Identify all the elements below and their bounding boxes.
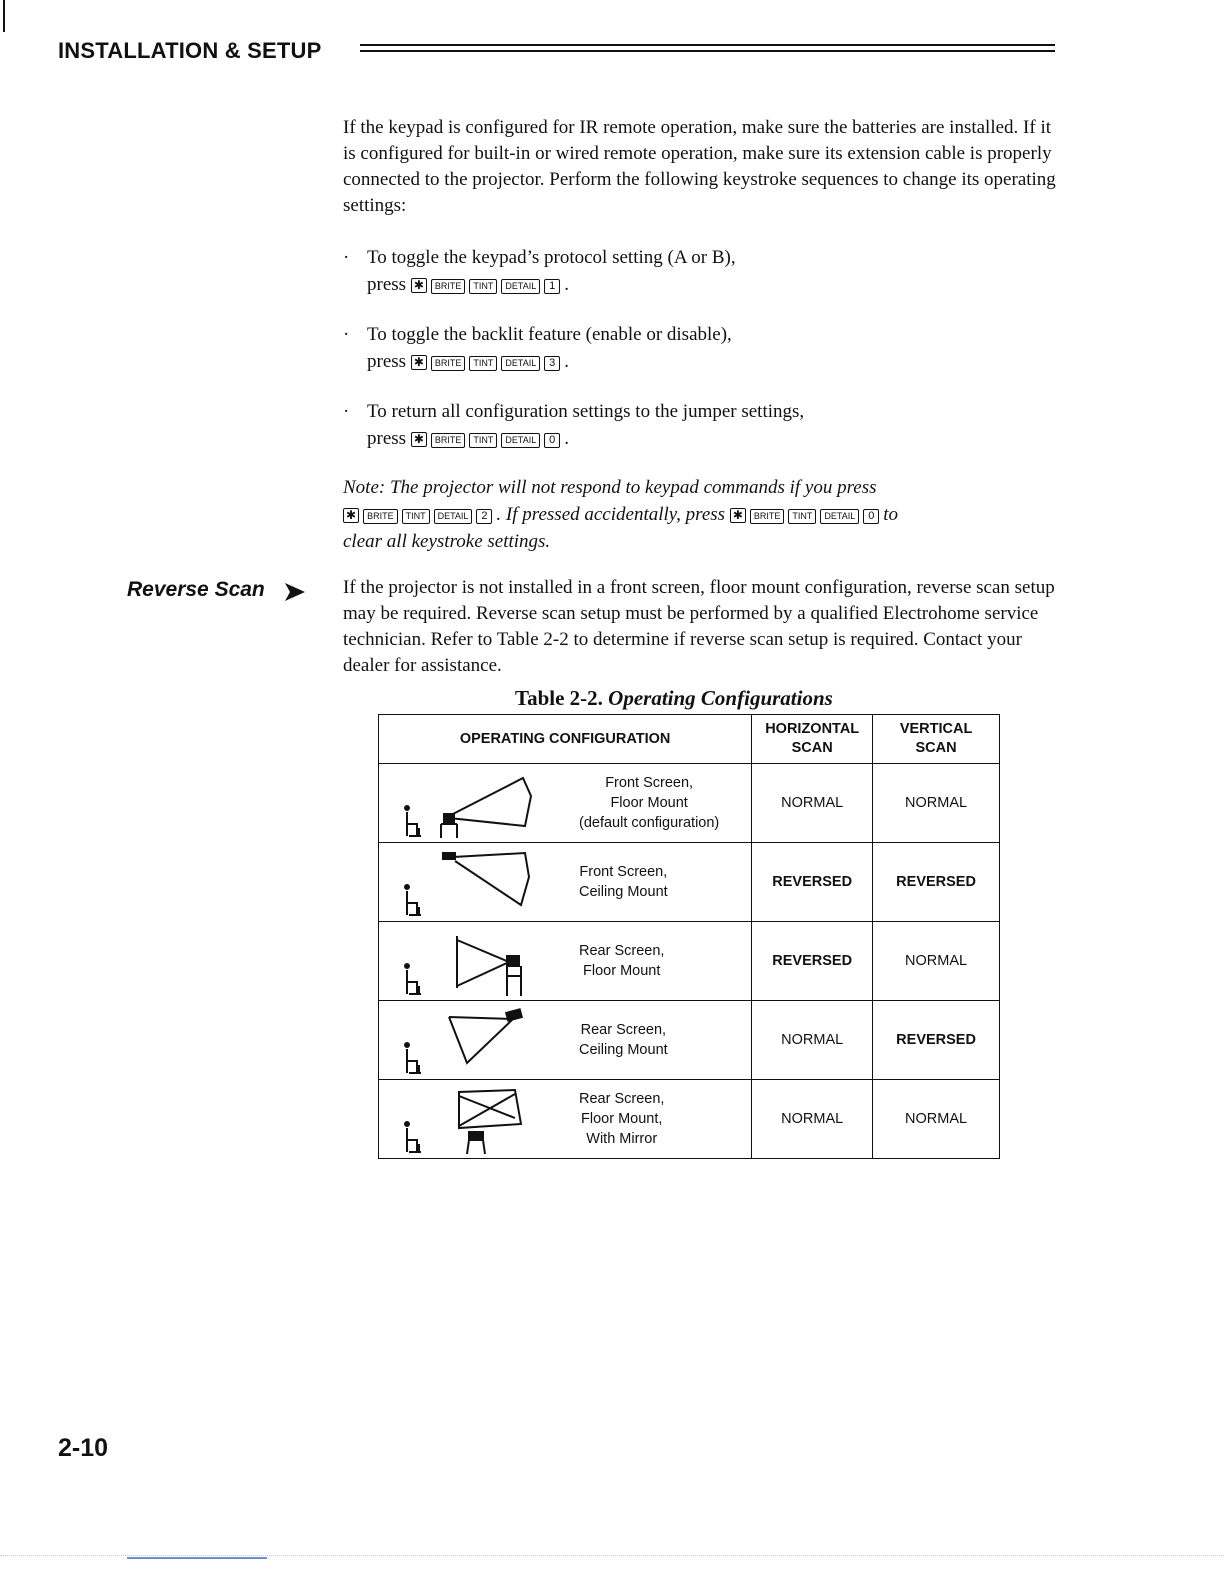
arrowhead-icon xyxy=(284,582,306,602)
bullet-dot: · xyxy=(343,247,350,268)
key-detail: DETAIL xyxy=(434,509,473,524)
config-description: Front Screen, Ceiling Mount xyxy=(579,864,668,900)
table-caption xyxy=(515,686,833,711)
header-horizontal: HORIZONTAL SCAN xyxy=(752,715,873,764)
key-star: ✱ xyxy=(730,508,746,523)
key-digit: 1 xyxy=(544,279,560,294)
config-cell xyxy=(379,1080,752,1159)
front-ceiling-icon xyxy=(389,847,569,919)
keystroke-sequence: press ✱ BRITE TINT DETAIL 0 . xyxy=(367,428,569,449)
rear-floor-icon xyxy=(389,926,569,998)
key-detail: DETAIL xyxy=(501,279,540,294)
key-detail: DETAIL xyxy=(501,433,540,448)
margin-mark xyxy=(3,0,5,32)
key-brite: BRITE xyxy=(431,279,466,294)
bullet-text: To toggle the keypad’s protocol setting (A or B), xyxy=(367,247,736,268)
reverse-scan-paragraph: If the projector is not installed in a front screen, floor mount configuration, reverse scan setup may be required. Reverse scan setup must be performed by a qualified Electrohome service technician. Refer to Table 2-2 to determine if reverse scan setup is required. Contact your dealer for assistance. xyxy=(343,577,1055,676)
key-tint: TINT xyxy=(469,433,497,448)
table-header-row xyxy=(379,715,1000,764)
horizontal-scan-value: REVERSED xyxy=(752,922,873,1001)
key-tint: TINT xyxy=(402,509,430,524)
rear-floor-mirror-icon xyxy=(389,1084,569,1156)
bullet-text: To toggle the backlit feature (enable or disable), xyxy=(367,324,732,345)
key-digit: 2 xyxy=(476,509,492,524)
section-header-title: INSTALLATION & SETUP xyxy=(58,38,322,63)
vertical-scan-value: REVERSED xyxy=(873,1001,1000,1080)
rear-ceiling-icon xyxy=(389,1005,569,1077)
note-line-2 xyxy=(343,501,1063,528)
note-line-1: Note: The projector will not respond to keypad commands if you press xyxy=(343,477,877,498)
vertical-scan-value: NORMAL xyxy=(873,922,1000,1001)
table-row xyxy=(379,922,1000,1001)
keystroke-sequence: press ✱ BRITE TINT DETAIL 3 . xyxy=(367,351,569,372)
horizontal-scan-value: NORMAL xyxy=(752,1080,873,1159)
key-digit: 0 xyxy=(863,509,879,524)
header-double-rule xyxy=(360,44,1055,52)
key-brite: BRITE xyxy=(431,356,466,371)
operating-configurations-table xyxy=(378,714,1000,1159)
config-description: Rear Screen, Ceiling Mount xyxy=(579,1022,668,1058)
key-tint: TINT xyxy=(469,356,497,371)
key-digit: 0 xyxy=(544,433,560,448)
config-cell xyxy=(379,764,752,843)
key-brite: BRITE xyxy=(750,509,785,524)
config-cell xyxy=(379,1001,752,1080)
bullet-dot: · xyxy=(343,401,350,422)
horizontal-scan-value: NORMAL xyxy=(752,1001,873,1080)
horizontal-scan-value: REVERSED xyxy=(752,843,873,922)
scan-blue-line xyxy=(127,1557,267,1559)
intro-paragraph: If the keypad is configured for IR remote operation, make sure the batteries are installed. If it is configured for built-in or wired remote operation, make sure its extension cable is properly connected to the projector. Perform the following keystroke sequences to change its operating settings: xyxy=(343,117,1056,216)
press-label: press xyxy=(367,351,407,372)
note-block xyxy=(343,474,1063,555)
table-caption-title: Operating Configurations xyxy=(608,686,833,710)
vertical-scan-value: NORMAL xyxy=(873,764,1000,843)
note-end-text: to xyxy=(883,504,899,525)
table-row xyxy=(379,1001,1000,1080)
key-brite: BRITE xyxy=(363,509,398,524)
table-row xyxy=(379,764,1000,843)
note-line-3: clear all keystroke settings. xyxy=(343,531,551,552)
key-star: ✱ xyxy=(343,508,359,523)
key-star: ✱ xyxy=(411,432,427,447)
key-star: ✱ xyxy=(411,278,427,293)
page-number: 2-10 xyxy=(58,1434,109,1462)
key-detail: DETAIL xyxy=(501,356,540,371)
header-config: OPERATING CONFIGURATION xyxy=(379,715,752,764)
table-row xyxy=(379,843,1000,922)
config-description: Rear Screen, Floor Mount xyxy=(579,943,665,979)
key-detail: DETAIL xyxy=(820,509,859,524)
vertical-scan-value: REVERSED xyxy=(873,843,1000,922)
header-vertical: VERTICAL SCAN xyxy=(873,715,1000,764)
vertical-scan-value: NORMAL xyxy=(873,1080,1000,1159)
config-description: Front Screen, Floor Mount (default configuration) xyxy=(579,775,720,831)
side-heading-reverse-scan: Reverse Scan xyxy=(127,578,265,601)
key-digit: 3 xyxy=(544,356,560,371)
config-description: Rear Screen, Floor Mount, With Mirror xyxy=(579,1091,665,1147)
table-row xyxy=(379,1080,1000,1159)
note-mid-text: . If pressed accidentally, press xyxy=(496,504,726,525)
horizontal-scan-value: NORMAL xyxy=(752,764,873,843)
press-label: press xyxy=(367,428,407,449)
table-caption-number: Table 2-2. xyxy=(515,686,603,710)
front-floor-icon xyxy=(389,768,569,840)
press-label: press xyxy=(367,274,407,295)
bullet-text: To return all configuration settings to the jumper settings, xyxy=(367,401,805,422)
key-star: ✱ xyxy=(411,355,427,370)
config-cell xyxy=(379,843,752,922)
key-tint: TINT xyxy=(469,279,497,294)
bullet-dot: · xyxy=(343,324,350,345)
keystroke-sequence: press ✱ BRITE TINT DETAIL 1 . xyxy=(367,274,569,295)
key-brite: BRITE xyxy=(431,433,466,448)
key-tint: TINT xyxy=(788,509,816,524)
config-cell xyxy=(379,922,752,1001)
